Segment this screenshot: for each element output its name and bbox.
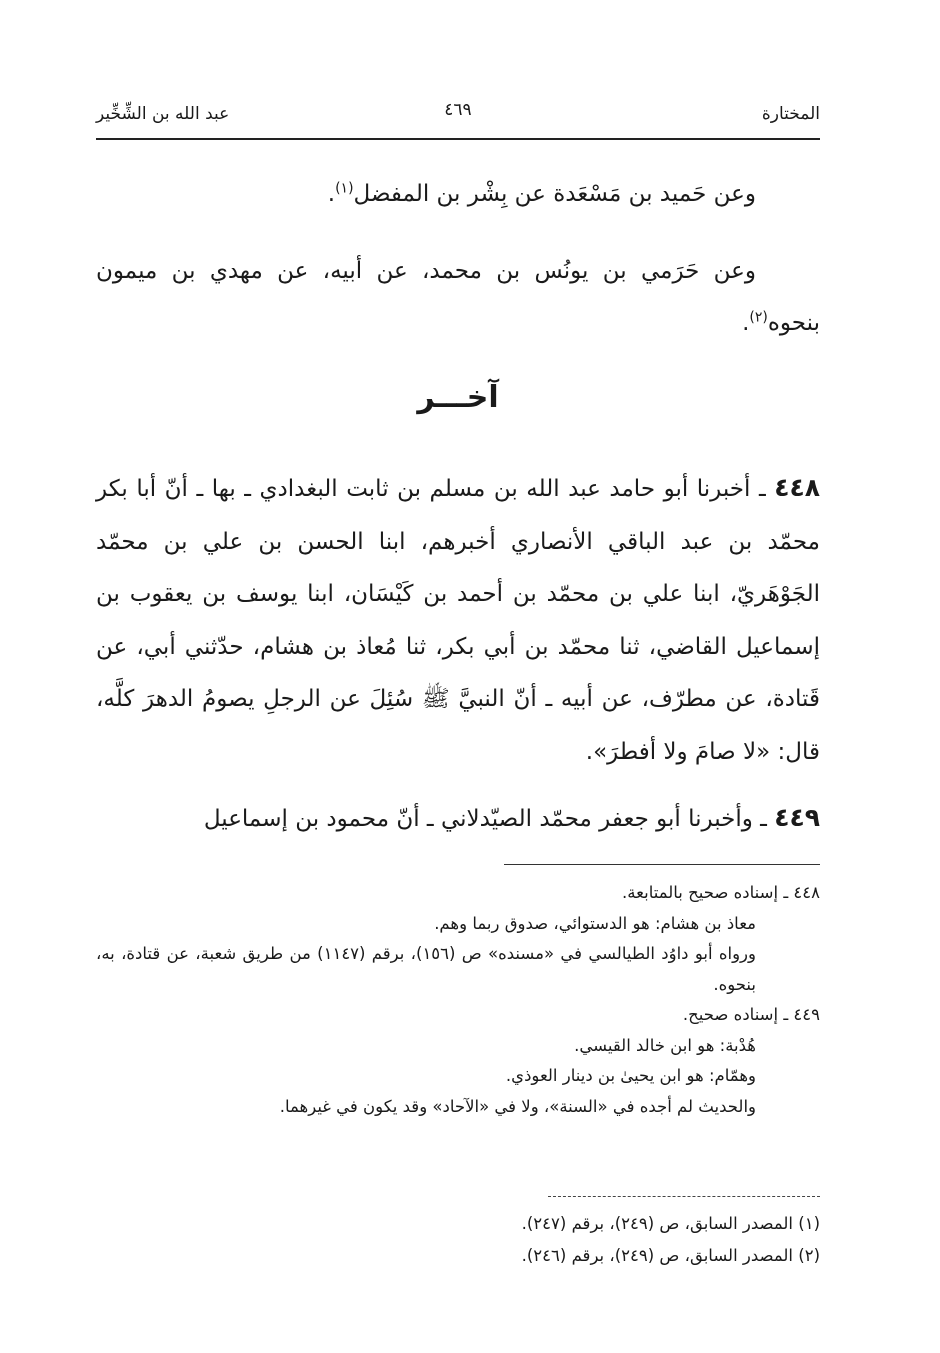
paragraph-chain-1 <box>96 168 820 220</box>
hadith-text: ـ وأخبرنا أبو جعفر محمّد الصيّدلاني ـ أنّ محمود بن إسماعيل <box>203 806 775 832</box>
running-header <box>96 98 820 138</box>
hadith-number: ٤٤٩ <box>774 803 820 832</box>
footnote-ref-2: (٢) <box>749 309 768 326</box>
paragraph-text: وعن حَرَمي بن يونُس بن محمد، عن أبيه، عن مهدي بن ميمون بنحوه <box>96 258 820 336</box>
section-title: آخـــر <box>417 380 499 415</box>
reference-1: (١) المصدر السابق، ص (٢٤٩)، برقم (٢٤٧). <box>521 1214 820 1233</box>
source-references <box>96 1208 820 1272</box>
footnote-ref-1: (١) <box>335 180 354 197</box>
note-449-line: هُدْبة: هو ابن خالد القيسي. <box>574 1035 756 1055</box>
header-chapter-title: عبد الله بن الشِّخِّير <box>96 104 230 124</box>
page-number: ٤٦٩ <box>444 100 472 120</box>
paragraph-chain-2 <box>96 245 820 349</box>
header-rule <box>96 138 820 140</box>
note-449-line: وهمّام: هو ابن يحيىٰ بن دينار العوذي. <box>505 1066 756 1085</box>
commentary-notes <box>96 878 820 1122</box>
note-448-line: معاذ بن هشام: هو الدستوائي، صدوق ربما وهم. <box>434 913 756 933</box>
note-449-line: والحديث لم أجده في «السنة»، ولا في «الآحاد» وقد يكون في غيرهما. <box>279 1096 756 1116</box>
note-448-head: ٤٤٨ ـ إسناده صحيح بالمتابعة. <box>622 883 820 902</box>
header-book-title: المختارة <box>761 104 820 124</box>
hadith-text: ـ أخبرنا أبو حامد عبد الله بن مسلم بن ثابت البغدادي ـ بها ـ أنّ أبا بكر محمّد بن عبد الباقي الأنصاري أخبرهم، ابنا الحسن بن علي بن محمّد الجَوْهَريّ، ابنا علي بن محمّد بن أحمد بن كَيْسَان، ابنا يوسف بن يعقوب بن إسماعيل القاضي، ثنا محمّد بن أبي بكر، ثنا مُعاذ بن هشام، حدّثني أبي، عن قَتادة، عن مطرّف، عن أبيه ـ أنّ النبيَّ ﷺ سُئِلَ عن الرجلِ يصومُ الدهرَ كلَّه، قال: «لا صامَ ولا أفطرَ». <box>96 476 820 765</box>
hadith-number: ٤٤٨ <box>774 473 820 502</box>
paragraph-end: . <box>327 181 336 207</box>
reference-2: (٢) المصدر السابق، ص (٢٤٩)، برقم (٢٤٦). <box>521 1246 820 1265</box>
paragraph-end: . <box>742 310 750 336</box>
hadith-449 <box>96 792 820 845</box>
paragraph-text: وعن حَميد بن مَسْعَدة عن بِشْر بن المفضل <box>353 181 756 207</box>
note-449-head: ٤٤٩ ـ إسناده صحيح. <box>682 1005 820 1024</box>
hadith-448 <box>96 462 820 778</box>
note-448-line: ورواه أبو داوُد الطيالسي في «مسنده» ص (١٥٦)، برقم (١١٤٧) من طريق شعبة، عن قتادة، به، بنحوه. <box>96 944 756 994</box>
